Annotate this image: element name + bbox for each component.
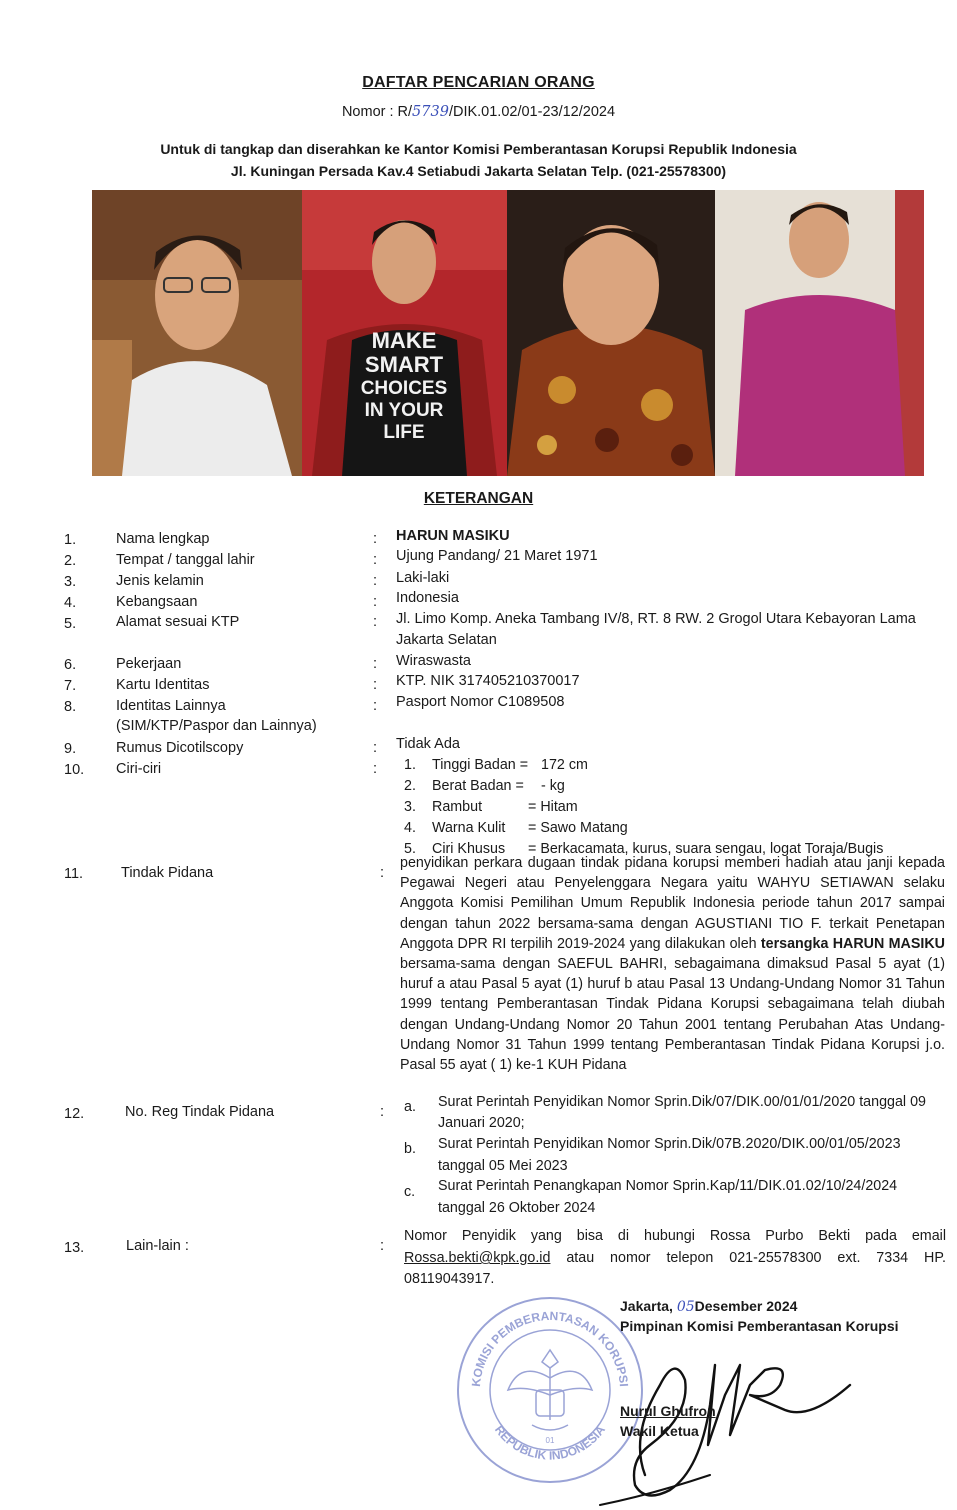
field-value: Indonesia (396, 590, 459, 606)
contact-line-3: 08119043917. (404, 1271, 495, 1287)
garuda-emblem-icon (508, 1350, 592, 1430)
ciri-value: - kg (541, 778, 565, 794)
shirt-text-4: IN YOUR (364, 400, 444, 421)
field-number: 13. (64, 1240, 85, 1256)
ciri-number: 3. (404, 799, 416, 815)
field-label: Nama lengkap (116, 531, 210, 547)
field-number: 2. (64, 553, 77, 569)
field-colon: : (373, 761, 378, 777)
ciri-value: = Berkacamata, kurus, suara sengau, logat Toraja/Bugis (528, 841, 884, 857)
ciri-key: Warna Kulit (432, 820, 506, 836)
field-number: 5. (64, 616, 77, 632)
ciri-key: Berat Badan = (432, 778, 524, 794)
signatory-name: Nurul Ghufron (620, 1403, 716, 1419)
noreg-line: Surat Perintah Penyidikan Nomor Sprin.Dik/07/DIK.00/01/01/2020 tanggal 09 (438, 1094, 926, 1110)
field-colon: : (373, 656, 378, 672)
ciri-key: Tinggi Badan = (432, 757, 529, 773)
ciri-value: 172 cm (541, 757, 588, 773)
field-label: Pekerjaan (116, 656, 182, 672)
field-number: 8. (64, 699, 77, 715)
suspect-photo-strip (92, 190, 924, 476)
field-label: Tindak Pidana (121, 865, 214, 881)
nomor-handwritten: 5739 (412, 104, 449, 120)
contact-line-1: Nomor Penyidik yang bisa di hubungi Rossa Purbo Bekti pada email (404, 1228, 946, 1244)
field-value: Laki-laki (396, 570, 450, 586)
section-title: KETERANGAN (423, 490, 534, 507)
field-number: 7. (64, 678, 77, 694)
ciri-value: = Hitam (528, 799, 578, 815)
noreg-letter: c. (404, 1184, 416, 1200)
suspect-name-bold: tersangka HARUN MASIKU (760, 935, 945, 952)
suspect-photo-2 (302, 190, 507, 476)
field-colon: : (373, 614, 378, 630)
field-value: Ujung Pandang/ 21 Maret 1971 (396, 548, 598, 564)
email-link[interactable]: Rossa.bekti@kpk.go.id (404, 1250, 551, 1266)
noreg-line: Surat Perintah Penyidikan Nomor Sprin.Dik/07B.2020/DIK.00/01/05/2023 (438, 1136, 901, 1152)
field-label: No. Reg Tindak Pidana (125, 1104, 275, 1120)
field-value: Wiraswasta (396, 653, 471, 669)
field-label: Kebangsaan (116, 594, 198, 610)
document-title: DAFTAR PENCARIAN ORANG (362, 74, 595, 91)
shirt-text-1: MAKE (371, 328, 437, 353)
suspect-photo-3 (507, 190, 715, 476)
field-number: 10. (64, 762, 85, 778)
field-value-address-2: Jakarta Selatan (396, 632, 497, 648)
instruction-line-1: Untuk di tangkap dan diserahkan ke Kantor Komisi Pemberantasan Korupsi Republik Indonesia (160, 141, 797, 157)
noreg-line: Surat Perintah Penangkapan Nomor Sprin.Kap/11/DIK.01.02/10/24/2024 (438, 1178, 898, 1194)
field-label: Rumus Dicotilscopy (116, 740, 244, 756)
suspect-photo-1 (92, 190, 302, 476)
field-label: Ciri-ciri (116, 761, 162, 777)
field-label: Jenis kelamin (116, 573, 204, 589)
signature-place-date (620, 1298, 797, 1315)
instruction-line-2: Jl. Kuningan Persada Kav.4 Setiabudi Jakarta Selatan Telp. (021-25578300) (230, 163, 727, 179)
shirt-text-5: LIFE (383, 422, 425, 443)
field-label: Alamat sesuai KTP (116, 614, 240, 630)
ciri-number: 5. (404, 841, 416, 857)
field-colon: : (380, 1238, 385, 1254)
signatory-position: Wakil Ketua (620, 1423, 699, 1439)
field-value-address: Jl. Limo Komp. Aneka Tambang IV/8, RT. 8 RW. 2 Grogol Utara Kebayoran Lama (396, 611, 916, 627)
field-colon: : (373, 740, 378, 756)
ciri-number: 1. (404, 757, 416, 773)
ciri-number: 2. (404, 778, 416, 794)
ciri-key: Rambut (432, 799, 483, 815)
field-number: 11. (64, 866, 84, 882)
signature-office: Pimpinan Komisi Pemberantasan Korupsi (620, 1318, 899, 1334)
field-number: 1. (64, 532, 77, 548)
field-colon: : (373, 677, 378, 693)
noreg-line: Januari 2020; (438, 1115, 525, 1131)
ciri-number: 4. (404, 820, 416, 836)
stamp-number: 01 (545, 1436, 555, 1445)
noreg-line: tanggal 26 Oktober 2024 (438, 1200, 596, 1216)
signature-date: Desember 2024 (694, 1298, 798, 1314)
field-number: 9. (64, 741, 77, 757)
tindak-pidana-text: penyidikan perkara dugaan tindak pidana korupsi memberi hadiah atau janji kepada Pegawai Negeri atau Penyelenggara Negara yaitu WAHYU SETIAWAN selaku Anggota Komisi Pemilihan Umum Republik Indonesia periode tahun 2017 sampai dengan tahun 2022 bersama-sama dengan AGUSTIANI TIO F. terkait Penetapan Anggota DPR RI terpilih 2019-2024 yang dilakukan oleh tersangka HARUN MASIKU bersama-sama dengan SAEFUL BAHRI, sebagaimana dimaksud Pasal 5 ayat (1) huruf a atau Pasal 5 ayat (1) huruf b atau Pasal 13 Undang-Undang Nomor 31 Tahun 1999 tentang Pemberantasan Tindak Pidana Korupsi sebagaimana telah diubah dengan Undang-Undang Nomor 20 Tahun 2001 tentang Perubahan Atas Undang-Undang Nomor 31 Tahun 1999 tentang Pemberantasan Tindak Pidana Korupsi j.o. Pasal 55 ayat ( 1) ke-1 KUH Pidana (400, 855, 945, 1074)
noreg-line: tanggal 05 Mei 2023 (438, 1158, 568, 1174)
ciri-value: = Sawo Matang (528, 820, 628, 836)
noreg-letter: b. (404, 1141, 416, 1157)
field-label: Identitas Lainnya (116, 698, 226, 714)
field-number: 4. (64, 595, 77, 611)
field-label: Kartu Identitas (116, 677, 210, 693)
field-colon: : (373, 594, 378, 610)
nomor-prefix: Nomor : R/ (341, 104, 413, 120)
field-label-2: (SIM/KTP/Paspor dan Lainnya) (116, 718, 317, 734)
field-colon: : (373, 552, 378, 568)
stamp-text-bottom: REPUBLIK INDONESIA (492, 1422, 608, 1463)
field-label: Tempat / tanggal lahir (116, 552, 255, 568)
suspect-photo-4 (715, 190, 924, 476)
field-colon: : (373, 698, 378, 714)
field-colon: : (380, 865, 385, 881)
field-colon: : (373, 531, 378, 547)
contact-line-2: Rossa.bekti@kpk.go.id atau nomor telepon 021-25578300 ext. 7334 HP. (404, 1250, 946, 1266)
field-value-name: HARUN MASIKU (396, 528, 510, 544)
field-number: 3. (64, 574, 77, 590)
field-number: 12. (64, 1106, 85, 1122)
field-number: 6. (64, 657, 77, 673)
field-value: Pasport Nomor C1089508 (396, 694, 565, 710)
field-label: Lain-lain : (126, 1238, 189, 1254)
signature-place: Jakarta, (620, 1298, 673, 1314)
field-value: KTP. NIK 317405210370017 (396, 673, 580, 689)
stamp-text-top: KOMISI PEMBERANTASAN KORUPSI (468, 1308, 631, 1388)
document-number (0, 104, 957, 120)
field-value: Tidak Ada (396, 736, 460, 752)
nomor-suffix: /DIK.01.02/01-23/12/2024 (448, 104, 616, 120)
ciri-key: Ciri Khusus (432, 841, 506, 857)
shirt-text-3: CHOICES (360, 378, 448, 399)
shirt-text-2: SMART (364, 352, 444, 377)
field-colon: : (373, 573, 378, 589)
signature-date-handwritten: 05 (676, 1299, 695, 1315)
field-colon: : (380, 1104, 385, 1120)
noreg-letter: a. (404, 1099, 416, 1115)
